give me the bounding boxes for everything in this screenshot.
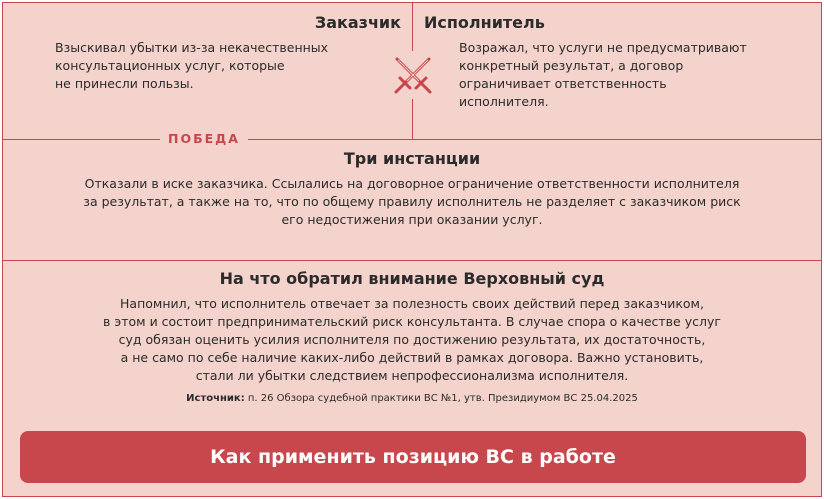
case-card bbox=[2, 2, 822, 497]
divider-top bbox=[3, 139, 821, 140]
divider-middle bbox=[3, 260, 821, 261]
supreme-court-text: Напомнил, что исполнитель отвечает за полезность своих действий перед заказчиком, в этом и состоит предпринимательский риск консультанта. В случае спора о качестве услуг суд обязан оценить усилия исполнителя по достижению результата, их достаточность, а не само по себе наличие каких-либо действий в рамках договора. Важно установить, стали ли убытки следствием непрофессионализма исполнителя. bbox=[103, 296, 721, 383]
apply-position-button[interactable]: Как применить позицию ВС в работе bbox=[20, 431, 806, 483]
customer-position: Взыскивал убытки из-за некачественных консультационных услуг, которые не принесли пользы. bbox=[55, 40, 329, 91]
victory-label: ПОБЕДА bbox=[160, 131, 248, 146]
customer-title: Заказчик bbox=[314, 13, 401, 32]
source-text: п. 26 Обзора судебной практики ВС №1, утв. Президиумом ВС 25.04.2025 bbox=[244, 393, 638, 404]
supreme-court-title: На что обратил внимание Верховный суд bbox=[219, 269, 605, 288]
instances-text: Отказали в иске заказчика. Ссылались на договорное ограничение ответственности исполнителя за результат, а также на то, что по общему правилу исполнитель не разделяет с заказчиком риск его недостижения при оказании услуг. bbox=[83, 176, 741, 227]
crossed-swords-icon bbox=[389, 51, 437, 99]
contractor-position: Возражал, что услуги не предусматривают конкретный результат, а договор ограничивает ответственность исполнителя. bbox=[459, 40, 747, 109]
source-note bbox=[3, 393, 821, 404]
instances-title: Три инстанции bbox=[343, 149, 481, 168]
contractor-title: Исполнитель bbox=[424, 13, 545, 32]
source-label: Источник: bbox=[186, 393, 245, 404]
